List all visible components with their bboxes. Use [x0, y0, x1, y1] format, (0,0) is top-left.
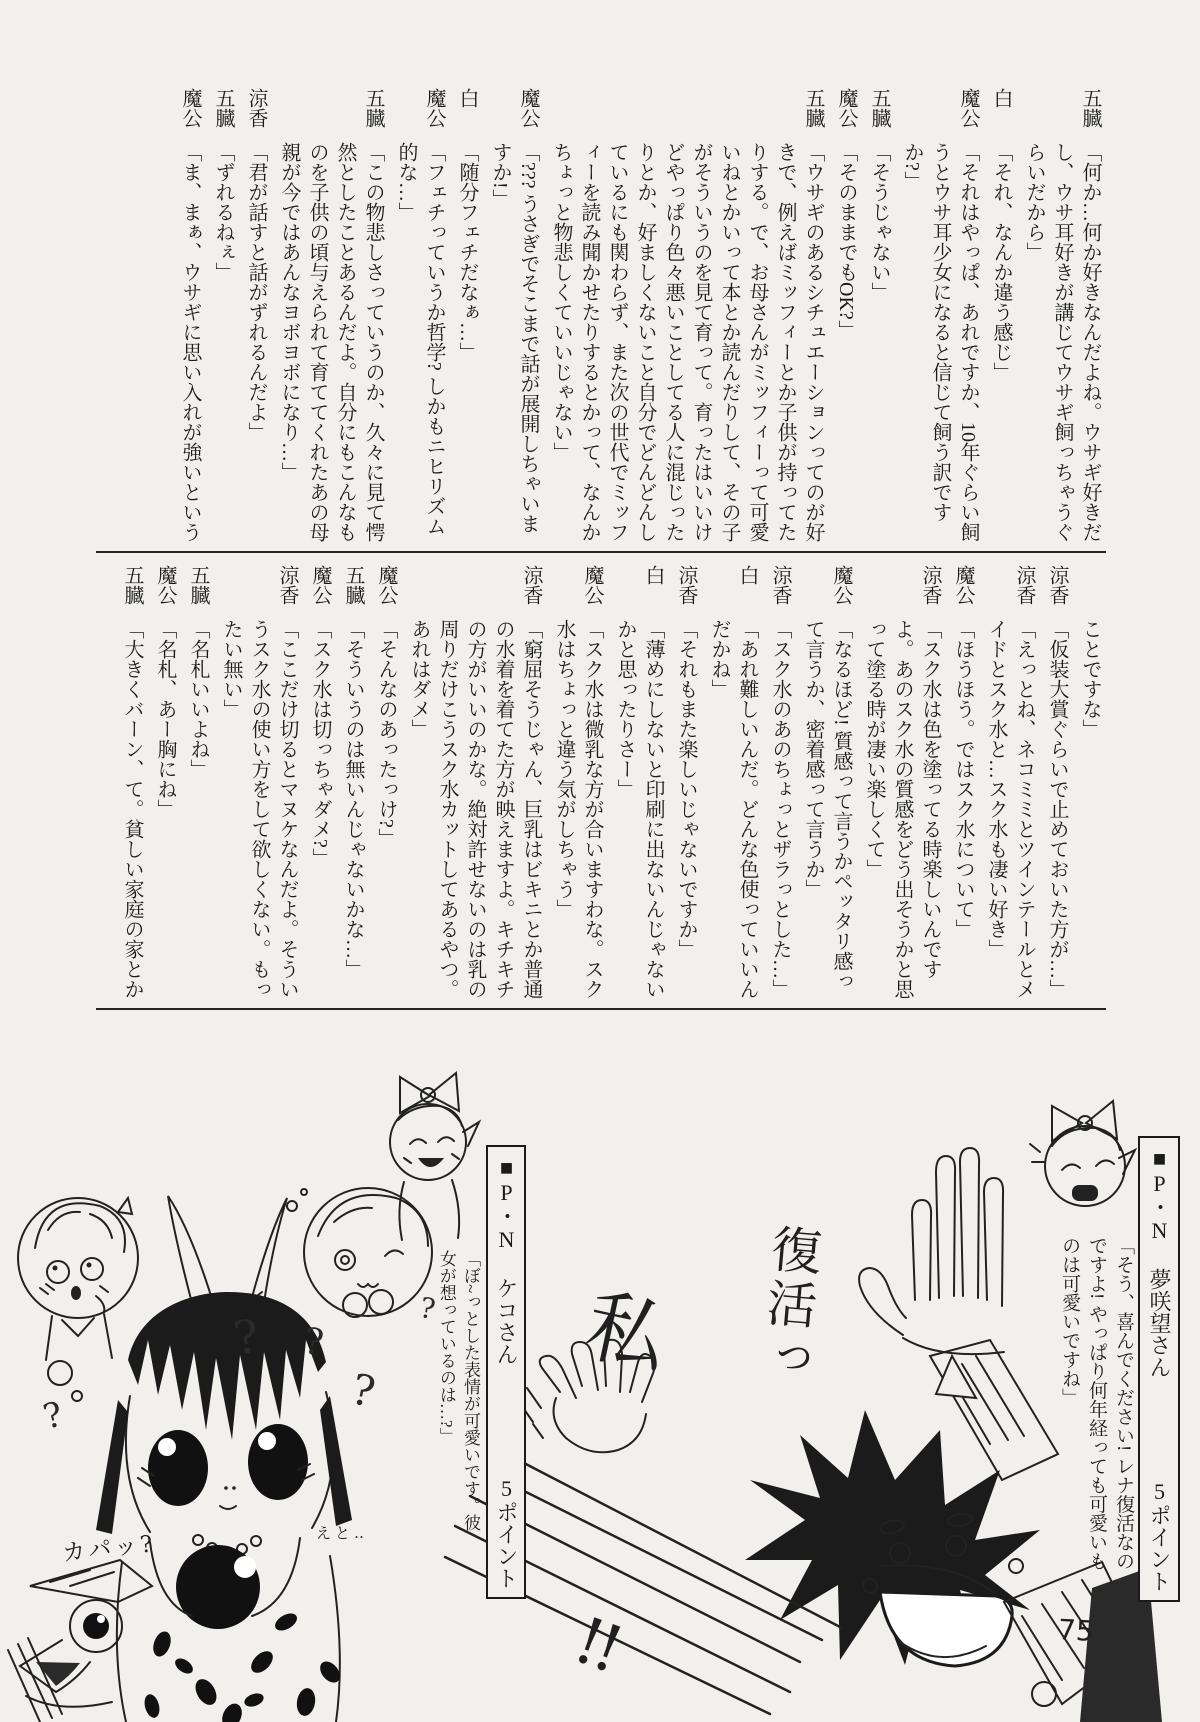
dialogue-entry: [860, 565, 944, 1005]
speaker-name: 涼香: [1013, 565, 1035, 605]
handwritten-kapa-sfx: カパッ?: [61, 1531, 157, 1567]
points-label: 5ポイント: [494, 1476, 519, 1589]
dialogue-text: 「それ、なんか違う感じ」: [990, 142, 1012, 382]
dialogue-text: ことですな」: [1079, 619, 1101, 739]
dialogue-text: 「それはやっぱ、あれですか、10年ぐらい飼うとウサ耳少女になると信じて飼う訳ですか?」: [901, 142, 979, 542]
dialogue-entry: [982, 565, 1038, 1005]
bunny-girl: [48, 1196, 352, 1722]
dialogue-text: 「スク水は色を塗ってる時楽しいんですよ。あのスク水の質感をどう出そうかと思って塗る時が凄い楽しくて」: [863, 619, 941, 999]
chibi-face-winking: [287, 1188, 432, 1317]
dialogue-entry: [453, 88, 481, 550]
handwritten-watashi: 私: [577, 1278, 676, 1387]
speaker-name: 涼香: [769, 565, 791, 605]
speaker-name: 涼香: [1046, 565, 1068, 605]
speaker-name: 五臓: [802, 88, 824, 128]
speaker-name: 涼香: [245, 88, 267, 128]
dialogue-text: 「スク水は微乳な方が合いますわな。スク水はちょっと違う気がしちゃう」: [553, 619, 603, 999]
dialogue-entry: [766, 565, 794, 1005]
dialogue-text: 「君が話すと話がずれるんだよ」: [245, 142, 267, 442]
dialogue-text: 「そういうのは無いんじゃないかな…」: [342, 619, 364, 979]
speaker-name: 五臓: [362, 88, 384, 128]
dialogue-text: 「窮屈そうじゃん、巨乳はビキニとか普通の水着を着てた方が映えますよ。キチキチの方がいいのかな。絶対許せないのは乳の周りだけこうスク水カットしてあるやつ。あれはダメ」: [408, 619, 542, 999]
speaker-name: 魔公: [835, 88, 857, 128]
dialogue-text: 「ずれるねぇ」: [212, 142, 234, 282]
dialogue-text: 「ここだけ切るとマヌケなんだよ。そういうスク水の使い方をして欲しくない。もったい無い」: [220, 619, 298, 999]
dialogue-entry: [611, 565, 667, 1005]
dialogue-entry: [987, 88, 1015, 550]
dialogue-text: 「ま、まぁ、ウサギに思い入れが強いという: [179, 142, 201, 542]
speaker-name: 涼香: [675, 565, 697, 605]
speaker-name: 五臓: [121, 565, 143, 605]
dialogue-entry: [184, 565, 212, 1005]
dialogue-text: 「??? うさぎでそこまで話が展開しちゃいますか!」: [489, 142, 539, 534]
dialogue-entry: [799, 565, 855, 1005]
dialogue-entry: [209, 88, 237, 550]
dialogue-text: 「名札、あー胸にね」: [154, 619, 176, 819]
interview-dialogue-top: [112, 88, 1104, 550]
dialogue-text: 「それもまた楽しいじゃないですか」: [675, 619, 697, 959]
speaker-name: 魔公: [581, 565, 603, 605]
handwritten-exclamation: !!: [564, 1603, 627, 1687]
speaker-name: 五臓: [342, 565, 364, 605]
pen-name-header: ■P・N 夢咲望さん: [1147, 1146, 1172, 1378]
dialogue-text: 「スク水のあのちょっとザラっとした…」: [769, 619, 791, 999]
speaker-name: 白: [642, 565, 664, 585]
question-mark: ?: [347, 1364, 380, 1417]
dialogue-text: 「この物悲しさっていうのか、久々に見て愕然としたことあるんだよ。自分にもこんなものを子供の頃与えられて育ててくれたあの母親が今ではあんなヨボヨボになり…」: [278, 142, 384, 542]
speaker-name: 魔公: [830, 565, 852, 605]
dialogue-entry: [898, 88, 982, 550]
dialogue-entry: [705, 565, 761, 1005]
chibi-bow-girl-right: [1030, 1101, 1135, 1206]
speaker-name: 五臓: [1079, 88, 1101, 128]
floral-petals: [142, 1610, 344, 1722]
speaker-name: 涼香: [276, 565, 298, 605]
speaker-name: 魔公: [154, 565, 176, 605]
dialogue-entry: [242, 88, 270, 550]
kappa-creature: [8, 1560, 152, 1722]
dialogue-entry: [486, 88, 542, 550]
dialogue-entry: [865, 88, 893, 550]
dialogue-entry: [405, 565, 545, 1005]
dialogue-text: 「あれ難しいんだ。どんな色使っていいんだかね」: [708, 619, 758, 999]
speaker-name: 白: [990, 88, 1012, 108]
dialogue-text: 「ほうほう。ではスク水について」: [952, 619, 974, 939]
dialogue-entry: [672, 565, 700, 1005]
dialogue-entry: [372, 565, 400, 1005]
dialogue-entry: [1020, 88, 1104, 550]
speaker-name: 魔公: [957, 88, 979, 128]
dialogue-text: 「そんなのあったっけ?」: [375, 619, 397, 848]
dialogue-entry: [151, 565, 179, 1005]
dialogue-entry: [118, 565, 146, 1005]
section-divider-line: [96, 551, 1106, 553]
dialogue-entry: [550, 565, 606, 1005]
pen-name-header: ■P・N ケコさん: [494, 1155, 519, 1365]
handwritten-fukkatsu: 復活っ: [752, 1221, 824, 1389]
dialogue-entry: [547, 88, 827, 550]
dialogue-entry: [176, 88, 204, 550]
dialogue-text: 「そのままでもOK?」: [835, 142, 857, 340]
speaker-name: 五臓: [868, 88, 890, 128]
page-number: 75: [1057, 1613, 1095, 1648]
question-mark: ?: [417, 1290, 438, 1327]
dialogue-text: 「随分フェチだなぁ…」: [456, 142, 478, 362]
dialogue-entry: [217, 565, 301, 1005]
dialogue-entry: [339, 565, 367, 1005]
handwritten-eto: えと‥: [316, 1524, 369, 1542]
question-mark: ?: [301, 1320, 327, 1365]
dialogue-text: 「仮装大賞ぐらいで止めておいた方が…」: [1046, 619, 1068, 999]
dialogue-text: 「何か…何か好きなんだよね。ウサギ好きだし、ウサ耳好きが講じてウサギ飼っちゃうぐらいだから」: [1023, 142, 1101, 542]
dialogue-text: 「フェチっていうか哲学? しかもニヒリズム的な…」: [395, 142, 445, 536]
dialogue-text: 「えっとね、ネコミミとツインテールとメイドとスク水と…スク水も凄い好き」: [985, 619, 1035, 999]
chibi-face-flustered: [18, 1198, 138, 1360]
dialogue-text: 「薄めにしないと印刷に出ないんじゃないかと思ったりさー」: [614, 619, 664, 999]
fan-art-credit-box-mid: [486, 1145, 526, 1599]
speaker-name: 涼香: [919, 565, 941, 605]
fan-art-credit-box-right: [1138, 1136, 1180, 1602]
dialogue-entry: [306, 565, 334, 1005]
speaker-name: 魔公: [309, 565, 331, 605]
question-mark: ?: [229, 1308, 264, 1366]
dialogue-text: 「そうじゃない」: [868, 142, 890, 302]
dialogue-entry: [832, 88, 860, 550]
speaker-name: 白: [736, 565, 758, 585]
dialogue-text: 「なるほど! 質感って言うかペッタリ感って言うか、密着感って言うか」: [802, 619, 852, 991]
chibi-bow-girl-mid: [390, 1073, 479, 1240]
points-label: 5ポイント: [1147, 1479, 1172, 1592]
dialogue-text: 「名札いいよね」: [187, 619, 209, 779]
dialogue-text: 「大きくバーン、て。貧しい家庭の家とか: [121, 619, 143, 999]
speaker-name: 魔公: [517, 88, 539, 128]
fan-art-comment-right: 「そう、喜んでください! レナ復活なのですよ! やっぱり何年経っても可愛いものは可愛いですね」: [1059, 1236, 1134, 1571]
speaker-name: 魔公: [423, 88, 445, 128]
interview-dialogue-middle: [112, 565, 1104, 1005]
speaker-name: 五臓: [187, 565, 209, 605]
dialogue-entry: [275, 88, 387, 550]
speaker-name: 涼香: [520, 565, 542, 605]
dialogue-entry: [1076, 565, 1104, 1005]
dialogue-entry: [949, 565, 977, 1005]
dialogue-entry: [1043, 565, 1071, 1005]
speaker-name: 魔公: [375, 565, 397, 605]
dialogue-text: 「ウサギのあるシチュエーションってのが好きで、例えばミッフィーとか子供が持ってたりする。で、お母さんがミッフィーって可愛いねとかいって本とか読んだりして、その子がそういうのを見て育って。育ったはいいけどやっぱり色々悪いことしてる人に混じったりとか、好ましくないこと自分でどんどんしているにも関わらず、また次の世代でミッフィーを読み聞かせたりするとかって、なんかちょっと物悲しくていいじゃない」: [550, 142, 824, 542]
dialogue-text: 「スク水は切っちゃダメ?」: [309, 619, 331, 868]
speaker-name: 白: [456, 88, 478, 108]
fan-art-comment-mid: 「ぼ~っとした表情が可愛いです。彼女が想っているのは…?」: [436, 1250, 480, 1532]
speaker-name: 五臓: [212, 88, 234, 128]
speaker-name: 魔公: [179, 88, 201, 128]
question-mark: ?: [39, 1394, 67, 1438]
dialogue-entry: [392, 88, 448, 550]
speaker-name: 魔公: [952, 565, 974, 605]
